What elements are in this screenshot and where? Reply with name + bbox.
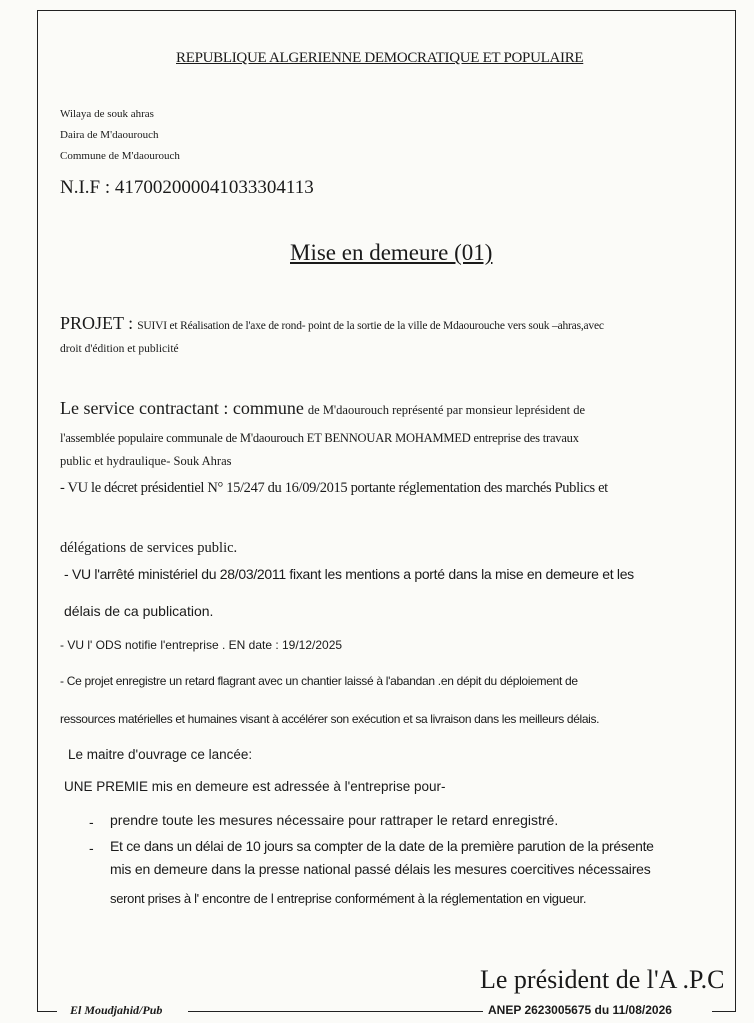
service-text-3: public et hydraulique- Souk Ahras <box>60 454 232 468</box>
project-text-1: SUIVI et Réalisation de l'axe de rond- point de la sortie de la ville de Mdaourouche vers souk –ahras,avec <box>137 320 604 332</box>
bullet-item-2-line-1: Et ce dans un délai de 10 jours sa compter de la date de la première parution de la présente <box>110 838 654 854</box>
bullet-item-2-line-2: mis en demeure dans la presse national passé délais les mesures coercitives nécessaires <box>110 861 651 877</box>
daira-line: Daira de M'daourouch <box>60 129 159 141</box>
footer-anep-reference: ANEP 2623005675 du 11/08/2026 <box>488 1003 672 1017</box>
document-title: Mise en demeure (01) <box>290 240 493 265</box>
bullet-dash-1: - <box>89 814 94 830</box>
frame-bottom-border <box>188 1011 483 1012</box>
retard-line-2: ressources matérielles et humaines visant à accélérer son exécution et sa livraison dans les meilleurs délais. <box>60 712 600 726</box>
nif-number: N.I.F : 417002000041033304113 <box>60 177 314 198</box>
bullet-item-1: prendre toute les mesures nécessaire pour rattraper le retard enregistré. <box>110 812 559 828</box>
maitre-line: Le maitre d'ouvrage ce lancée: <box>68 747 253 762</box>
republic-header: REPUBLIQUE ALGERIENNE DEMOCRATIQUE ET POPULAIRE <box>176 50 584 66</box>
commune-line: Commune de M'daourouch <box>60 150 180 162</box>
arrete-line-1: - VU l'arrêté ministériel du 28/03/2011 fixant les mentions a porté dans la mise en demeure et les <box>64 566 634 582</box>
ods-line: - VU l' ODS notifie l'entreprise . EN date : 19/12/2025 <box>60 638 343 652</box>
frame-bottom-border <box>37 1011 57 1012</box>
project-text-2: droit d'édition et publicité <box>60 343 179 355</box>
bullet-dash-2: - <box>89 840 94 856</box>
service-label: Le service contractant : commune <box>60 398 304 418</box>
bullet-item-2-line-3: seront prises à l' encontre de l entreprise conformément à la réglementation en vigueur. <box>110 891 587 906</box>
project-paragraph <box>60 313 604 334</box>
service-text-1: de M'daourouch représenté par monsieur leprésident de <box>307 403 586 417</box>
arrete-line-2: délais de ca publication. <box>64 603 214 619</box>
wilaya-line: Wilaya de souk ahras <box>60 108 154 120</box>
service-text-2: l'assemblée populaire communale de M'daourouch ET BENNOUAR MOHAMMED entreprise des travaux <box>60 431 579 445</box>
footer-publication: El Moudjahid/Pub <box>70 1003 163 1017</box>
retard-line-1: - Ce projet enregistre un retard flagrant avec un chantier laissé à l'abandan .en dépit du déploiement de <box>60 674 578 688</box>
frame-bottom-border <box>712 1011 736 1012</box>
decree-line-2: délégations de services public. <box>60 540 238 556</box>
service-paragraph <box>60 398 585 419</box>
premie-line: UNE PREMIE mis en demeure est adressée à l'entreprise pour- <box>64 779 446 794</box>
decree-line-1: - VU le décret présidentiel N° 15/247 du 16/09/2015 portante réglementation des marchés Publics et <box>60 480 608 496</box>
project-label: PROJET : <box>60 313 134 333</box>
signature-line: Le président de l'A .P.C <box>480 965 725 994</box>
